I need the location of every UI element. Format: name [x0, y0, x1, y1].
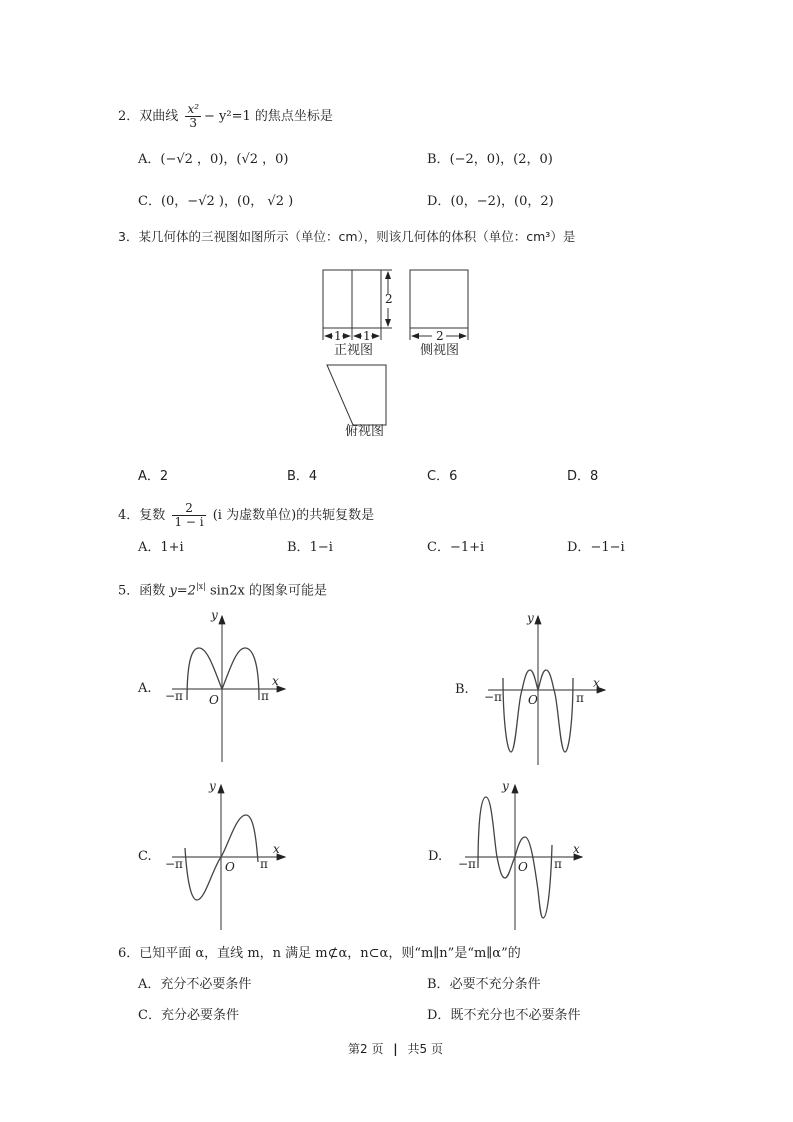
- option-c[interactable]: C.: [138, 849, 152, 864]
- option-c[interactable]: [138, 1008, 239, 1024]
- page-footer: [348, 1041, 443, 1057]
- option-d[interactable]: [567, 469, 598, 485]
- option-text: 既不充分也不必要条件: [450, 1008, 581, 1023]
- option-text: −1−i: [590, 540, 625, 555]
- option-c[interactable]: [427, 540, 484, 556]
- denominator: 1 − i: [174, 515, 204, 529]
- option-text: 8: [590, 469, 599, 484]
- dimension-label: 2: [385, 292, 393, 306]
- y-axis-label: y: [211, 608, 218, 622]
- front-view-label: 正视图: [334, 343, 374, 358]
- top-view-label: 俯视图: [345, 424, 385, 439]
- option-a[interactable]: [138, 540, 184, 556]
- question-number: 5．: [118, 583, 140, 599]
- question-6-stem: 6．已知平面 α，直线 m，n 满足 m⊄α，n⊂α，则“m∥n”是“m∥α”的: [118, 946, 521, 961]
- stem-text: − y²=1 的焦点坐标是: [204, 109, 333, 124]
- numerator: x²: [187, 102, 200, 116]
- option-text: −1+i: [449, 540, 485, 555]
- option-label: A．: [138, 977, 161, 992]
- option-text: 1−i: [309, 540, 333, 555]
- curve-a: [187, 648, 259, 700]
- question-number: 2．: [118, 109, 140, 124]
- origin-label: O: [209, 693, 219, 707]
- option-a[interactable]: [138, 469, 168, 485]
- option-b[interactable]: [427, 977, 541, 993]
- option-label: B．: [287, 469, 309, 484]
- y-axis-label: y: [209, 779, 216, 793]
- denominator: 3: [189, 116, 198, 130]
- stem-text: 复数: [139, 508, 166, 523]
- option-label: C．: [138, 1008, 161, 1023]
- origin-label: O: [225, 860, 235, 874]
- option-d[interactable]: [427, 1008, 580, 1024]
- dimension-label: 1: [334, 329, 342, 343]
- stem-text: (i 为虚数单位)的共轭复数是: [212, 508, 375, 523]
- option-label: C．: [138, 194, 161, 209]
- fraction: [172, 502, 205, 529]
- x-axis-label: x: [593, 676, 600, 690]
- dimension-label: 1: [363, 329, 371, 343]
- neg-pi-label: −π: [458, 857, 476, 871]
- option-label: D．: [567, 469, 591, 484]
- pi-label: π: [576, 691, 584, 705]
- option-b[interactable]: [287, 469, 317, 485]
- neg-pi-label: −π: [484, 690, 502, 704]
- neg-pi-label: −π: [165, 689, 183, 703]
- side-view: [410, 270, 468, 328]
- formula: sin2x: [210, 583, 245, 599]
- option-label: A．: [138, 540, 161, 555]
- stem-text: 函数: [139, 583, 166, 599]
- pi-label: π: [554, 857, 562, 871]
- option-d[interactable]: [567, 540, 625, 556]
- option-b[interactable]: [287, 540, 333, 556]
- footer-separator: |: [393, 1042, 398, 1056]
- option-label: D．: [427, 1008, 451, 1023]
- x-axis-label: x: [273, 842, 280, 856]
- stem-text: 的图象可能是: [248, 583, 327, 599]
- option-a[interactable]: [138, 977, 251, 993]
- question-number: 4．: [118, 508, 140, 523]
- option-label: C．: [427, 469, 450, 484]
- option-text: 1+i: [160, 540, 184, 555]
- option-b[interactable]: B.: [455, 682, 469, 697]
- option-text: (0，−√2 )，(0， √2 ): [160, 194, 294, 209]
- dimension-label: 2: [436, 329, 444, 343]
- y-axis-label: y: [502, 779, 509, 793]
- option-text: 4: [308, 469, 318, 484]
- option-label: B．: [287, 540, 310, 555]
- option-text: 必要不充分条件: [449, 977, 541, 992]
- stem-text: 双曲线: [139, 109, 179, 124]
- top-view: [327, 365, 386, 425]
- option-text: (−2，0)，(2，0): [449, 152, 553, 167]
- option-a[interactable]: A.: [138, 681, 152, 696]
- option-label: D．: [427, 194, 451, 209]
- pi-label: π: [261, 689, 269, 703]
- option-label: B．: [427, 977, 450, 992]
- question-4-stem: [118, 502, 374, 529]
- page-number: 第2 页: [348, 1042, 384, 1056]
- x-axis-label: x: [272, 674, 279, 688]
- graphs: [172, 616, 605, 930]
- option-label: B．: [427, 152, 450, 167]
- question-3-stem: 3．某几何体的三视图如图所示（单位：cm），则该几何体的体积（单位：cm³）是: [118, 229, 576, 244]
- option-label: A．: [138, 152, 161, 167]
- option-text: 6: [449, 469, 458, 484]
- option-text: (0，−2)，(0，2): [450, 194, 554, 209]
- y-axis-label: y: [527, 611, 534, 625]
- formula-exponent: |x|: [195, 582, 206, 591]
- origin-label: O: [528, 693, 538, 707]
- option-text: 充分必要条件: [160, 1008, 239, 1023]
- option-d[interactable]: D.: [428, 849, 443, 864]
- formula: y=2: [169, 583, 196, 599]
- pi-label: π: [260, 857, 268, 871]
- option-label: A．: [138, 469, 160, 484]
- origin-label: O: [518, 860, 528, 874]
- question-5-stem: [118, 579, 327, 599]
- option-text: 2: [159, 469, 169, 484]
- option-text: (−√2 ，0)，(√2 ，0): [160, 152, 289, 167]
- option-text: 充分不必要条件: [160, 977, 252, 992]
- neg-pi-label: −π: [165, 857, 183, 871]
- option-label: D．: [567, 540, 591, 555]
- side-view-label: 侧视图: [420, 343, 460, 358]
- total-pages: 共5 页: [407, 1042, 443, 1056]
- option-c[interactable]: [427, 469, 457, 485]
- option-label: C．: [427, 540, 450, 555]
- x-axis-label: x: [573, 842, 580, 856]
- numerator: 2: [172, 502, 205, 516]
